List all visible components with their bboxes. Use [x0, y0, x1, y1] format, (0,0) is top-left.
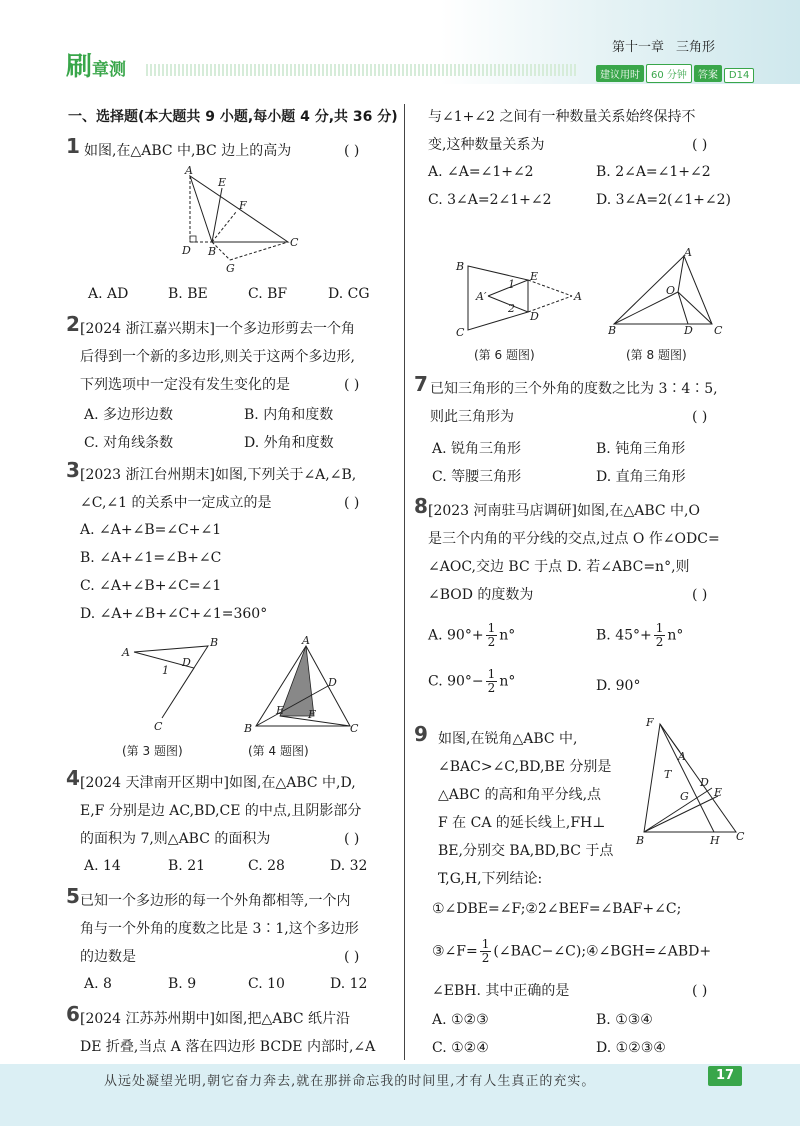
q6-stem-line4: 变,这种数量关系为 [428, 137, 545, 153]
q7-option-d[interactable]: D. 直角三角形 [596, 469, 686, 485]
q9-fig-label-e: E [714, 786, 723, 799]
q8-number: 8 [414, 494, 428, 518]
q6-fig-label-c: C [456, 326, 465, 339]
q2-option-c[interactable]: C. 对角线条数 [84, 435, 174, 451]
column-divider [404, 104, 405, 1060]
q3-stem-line1: [2023 浙江台州期末]如图,下列关于∠A,∠B, [80, 467, 357, 483]
q8-fig-label-b: B [608, 324, 617, 336]
q7-option-c[interactable]: C. 等腰三角形 [432, 469, 522, 485]
q9-stem-line5: BE,分别交 BA,BD,BC 于点 [438, 843, 614, 859]
q6-fig-label-1: 1 [508, 278, 515, 291]
q6-option-d[interactable]: D. 3∠A=2(∠1+∠2) [596, 192, 731, 208]
q7-option-b[interactable]: B. 钝角三角形 [596, 441, 686, 457]
q7-stem-line1: 已知三角形的三个外角的度数之比为 3∶4∶5, [430, 381, 718, 397]
q5-option-a[interactable]: A. 8 [84, 976, 112, 992]
q9-fig-label-b: B [636, 834, 645, 846]
q4-figure-caption: (第 4 题图) [248, 744, 309, 758]
q5-option-b[interactable]: B. 9 [168, 976, 197, 992]
answer-label-tag: 答案 [694, 65, 722, 82]
q7-stem-line2: 则此三角形为 [430, 409, 514, 425]
q6-stem-line1: [2024 江苏苏州期中]如图,把△ABC 纸片沿 [80, 1011, 351, 1027]
q6-fig-label-a-prime: A′ [476, 290, 487, 303]
q2-stem-line1: [2024 浙江嘉兴期末]一个多边形剪去一个角 [80, 321, 356, 337]
q8-fig-label-c: C [714, 324, 723, 336]
q9-number: 9 [414, 722, 428, 746]
q5-stem-line3: 的边数是 [80, 949, 136, 965]
q2-number: 2 [66, 312, 80, 336]
q8-option-c[interactable]: C. 90°− $\frac{1}{2}$ n° [428, 667, 516, 695]
q3-fig-label-b: B [210, 636, 219, 649]
q2-option-a[interactable]: A. 多边形边数 [84, 407, 174, 423]
q5-stem-line2: 角与一个外角的度数之比是 3∶1,这个多边形 [80, 921, 359, 937]
q4-option-a[interactable]: A. 14 [84, 858, 121, 874]
q9-stem-line3: △ABC 的高和角平分线,点 [438, 787, 602, 803]
q4-stem-line2: E,F 分别是边 AC,BD,CE 的中点,且阴影部分 [80, 803, 362, 819]
q4-option-c[interactable]: C. 28 [248, 858, 285, 874]
q8-fig-label-o: O [666, 284, 676, 297]
q3-figure-caption: (第 3 题图) [122, 744, 183, 758]
q1-option-d[interactable]: D. CG [328, 286, 370, 302]
q9-answer-blank: ( ) [692, 983, 708, 999]
q9-fig-label-c: C [736, 830, 745, 843]
q9-conclusions-line3: ∠EBH. 其中正确的是 [432, 983, 570, 999]
answer-page-tag: D14 [724, 68, 754, 83]
chapter-number: 第十一章 [612, 40, 665, 55]
fraction-one-half: $\frac{1}{2}$ [487, 621, 496, 649]
q1-fig-label-f: F [239, 199, 247, 212]
q9-fig-label-g: G [680, 790, 689, 803]
logo: 刷章测 [66, 52, 127, 82]
q1-number: 1 [66, 134, 80, 158]
q9-stem-line4: F 在 CA 的延长线上,FH⊥ [438, 815, 606, 831]
q1-fig-label-g: G [226, 262, 235, 275]
q2-stem-line3: 下列选项中一定没有发生变化的是 [80, 377, 290, 393]
q3-option-c[interactable]: C. ∠A+∠B+∠C=∠1 [80, 578, 222, 594]
q9-figure [630, 716, 748, 846]
q4-option-d[interactable]: D. 32 [330, 858, 368, 874]
q2-answer-blank: ( ) [344, 377, 360, 393]
q6-fig-label-2: 2 [508, 302, 515, 315]
q8-option-d[interactable]: D. 90° [596, 678, 641, 694]
q4-fig-label-f: F [308, 708, 316, 721]
q8-option-b[interactable]: B. 45°+ $\frac{1}{2}$ n° [596, 621, 684, 649]
q4-stem-line1: [2024 天津南开区期中]如图,在△ABC 中,D, [80, 775, 356, 791]
q2-option-b[interactable]: B. 内角和度数 [244, 407, 334, 423]
q3-answer-blank: ( ) [344, 495, 360, 511]
q1-fig-label-c: C [290, 236, 299, 249]
q3-option-a[interactable]: A. ∠A+∠B=∠C+∠1 [80, 522, 222, 538]
page-number: 17 [708, 1066, 742, 1086]
q6-stem-line2: DE 折叠,当点 A 落在四边形 BCDE 内部时,∠A [80, 1039, 376, 1055]
q7-option-a[interactable]: A. 锐角三角形 [432, 441, 522, 457]
q4-fig-label-b: B [244, 722, 253, 735]
q3-option-d[interactable]: D. ∠A+∠B+∠C+∠1=360° [80, 606, 268, 622]
q9-fig-label-f: F [646, 716, 654, 729]
fraction-one-half: $\frac{1}{2}$ [487, 667, 496, 695]
q4-fig-label-a: A [302, 636, 310, 647]
q4-stem-line3: 的面积为 7,则△ABC 的面积为 [80, 831, 271, 847]
q9-stem-line2: ∠BAC>∠C,BD,BE 分别是 [438, 759, 612, 775]
q6-fig-label-b: B [456, 260, 465, 273]
section-title: 一、选择题(本大题共 9 小题,每小题 4 分,共 36 分) [68, 109, 398, 125]
q4-fig-label-d: D [328, 676, 337, 689]
q8-fig-label-a: A [684, 246, 692, 259]
q8-fig-label-d: D [684, 324, 693, 336]
q2-stem-line2: 后得到一个新的多边形,则关于这两个多边形, [80, 349, 355, 365]
q7-answer-blank: ( ) [692, 409, 708, 425]
q4-fig-label-c: C [350, 722, 359, 735]
q9-conclusions-line2: ③∠F= $\frac{1}{2}$ (∠BAC−∠C);④∠BGH=∠ABD+ [432, 937, 712, 965]
q6-figure [452, 250, 586, 340]
q9-option-c[interactable]: C. ①②④ [432, 1040, 489, 1056]
time-value-tag: 60 分钟 [646, 64, 692, 83]
fraction-one-half: $\frac{1}{2}$ [481, 937, 490, 965]
q8-stem-line4: ∠BOD 的度数为 [428, 587, 534, 603]
q1-option-b[interactable]: B. BE [168, 286, 208, 302]
q6-option-a[interactable]: A. ∠A=∠1+∠2 [428, 164, 534, 180]
q4-option-b[interactable]: B. 21 [168, 858, 206, 874]
q8-figure-caption: (第 8 题图) [626, 348, 687, 362]
q6-fig-label-e: E [530, 270, 539, 283]
q4-figure [240, 636, 360, 736]
q6-figure-caption: (第 6 题图) [474, 348, 535, 362]
q7-number: 7 [414, 372, 428, 396]
q4-number: 4 [66, 766, 80, 790]
q6-number: 6 [66, 1002, 80, 1026]
q3-option-b[interactable]: B. ∠A+∠1=∠B+∠C [80, 550, 222, 566]
q1-fig-label-e: E [218, 176, 227, 189]
q1-fig-label-b: B [208, 245, 217, 258]
q6-fig-label-d: D [530, 310, 539, 323]
fraction-one-half: $\frac{1}{2}$ [655, 621, 664, 649]
q3-number: 3 [66, 458, 80, 482]
q3-fig-label-d: D [182, 656, 191, 669]
q3-figure [116, 632, 226, 732]
q1-fig-label-a: A [185, 164, 193, 177]
q8-stem-line2: 是三个内角的平分线的交点,过点 O 作∠ODC= [428, 531, 720, 547]
q9-fig-label-t: T [664, 768, 672, 781]
q1-option-a[interactable]: A. AD [88, 286, 129, 302]
q5-number: 5 [66, 884, 80, 908]
q6-option-c[interactable]: C. 3∠A=2∠1+∠2 [428, 192, 552, 208]
q6-stem-line3: 与∠1+∠2 之间有一种数量关系始终保持不 [428, 109, 696, 125]
q2-option-d[interactable]: D. 外角和度数 [244, 435, 334, 451]
q8-answer-blank: ( ) [692, 587, 708, 603]
q3-stem-line2: ∠C,∠1 的关系中一定成立的是 [80, 495, 272, 511]
q6-fig-label-a: A [574, 290, 582, 303]
q8-option-a[interactable]: A. 90°+ $\frac{1}{2}$ n° [428, 621, 516, 649]
chapter-title: 三角形 [676, 40, 716, 55]
q3-fig-label-c: C [154, 720, 163, 732]
q8-stem-line1: [2023 河南驻马店调研]如图,在△ABC 中,O [428, 503, 700, 519]
q1-option-c[interactable]: C. BF [248, 286, 288, 302]
q5-option-c[interactable]: C. 10 [248, 976, 285, 992]
q1-figure [176, 164, 306, 276]
q9-stem-line1: 如图,在锐角△ABC 中, [438, 731, 578, 747]
q9-conclusions-line1: ①∠DBE=∠F;②2∠BEF=∠BAF+∠C; [432, 901, 682, 917]
q5-answer-blank: ( ) [344, 949, 360, 965]
q3-fig-label-a: A [122, 646, 130, 659]
q4-answer-blank: ( ) [344, 831, 360, 847]
q1-fig-label-d: D [182, 244, 191, 257]
q5-option-d[interactable]: D. 12 [330, 976, 368, 992]
q9-fig-label-a: A [678, 750, 686, 763]
q1-answer-blank: ( ) [344, 143, 360, 159]
q9-fig-label-d: D [700, 776, 709, 789]
q9-option-a[interactable]: A. ①②③ [432, 1012, 489, 1028]
header-tags [596, 64, 756, 83]
q6-option-b[interactable]: B. 2∠A=∠1+∠2 [596, 164, 711, 180]
q6-answer-blank: ( ) [692, 137, 708, 153]
time-label-tag: 建议用时 [596, 65, 644, 82]
q3-fig-label-1: 1 [162, 664, 169, 677]
footer-motto: 从远处凝望光明,朝它奋力奔去,就在那拼命忘我的时间里,才有人生真正的充实。 [104, 1074, 596, 1089]
q8-stem-line3: ∠AOC,交边 BC 于点 D. 若∠ABC=n°,则 [428, 559, 690, 575]
q8-figure [608, 246, 724, 336]
q9-fig-label-h: H [710, 834, 720, 846]
q5-stem-line1: 已知一个多边形的每一个外角都相等,一个内 [80, 893, 351, 909]
q1-stem: 如图,在△ABC 中,BC 边上的高为 [84, 143, 292, 159]
header-dot-strip [146, 64, 578, 76]
q9-stem-line6: T,G,H,下列结论: [438, 871, 543, 887]
chapter-label [612, 36, 727, 55]
q9-option-b[interactable]: B. ①③④ [596, 1012, 653, 1028]
q9-option-d[interactable]: D. ①②③④ [596, 1040, 666, 1056]
q4-fig-label-e: E [276, 704, 285, 717]
